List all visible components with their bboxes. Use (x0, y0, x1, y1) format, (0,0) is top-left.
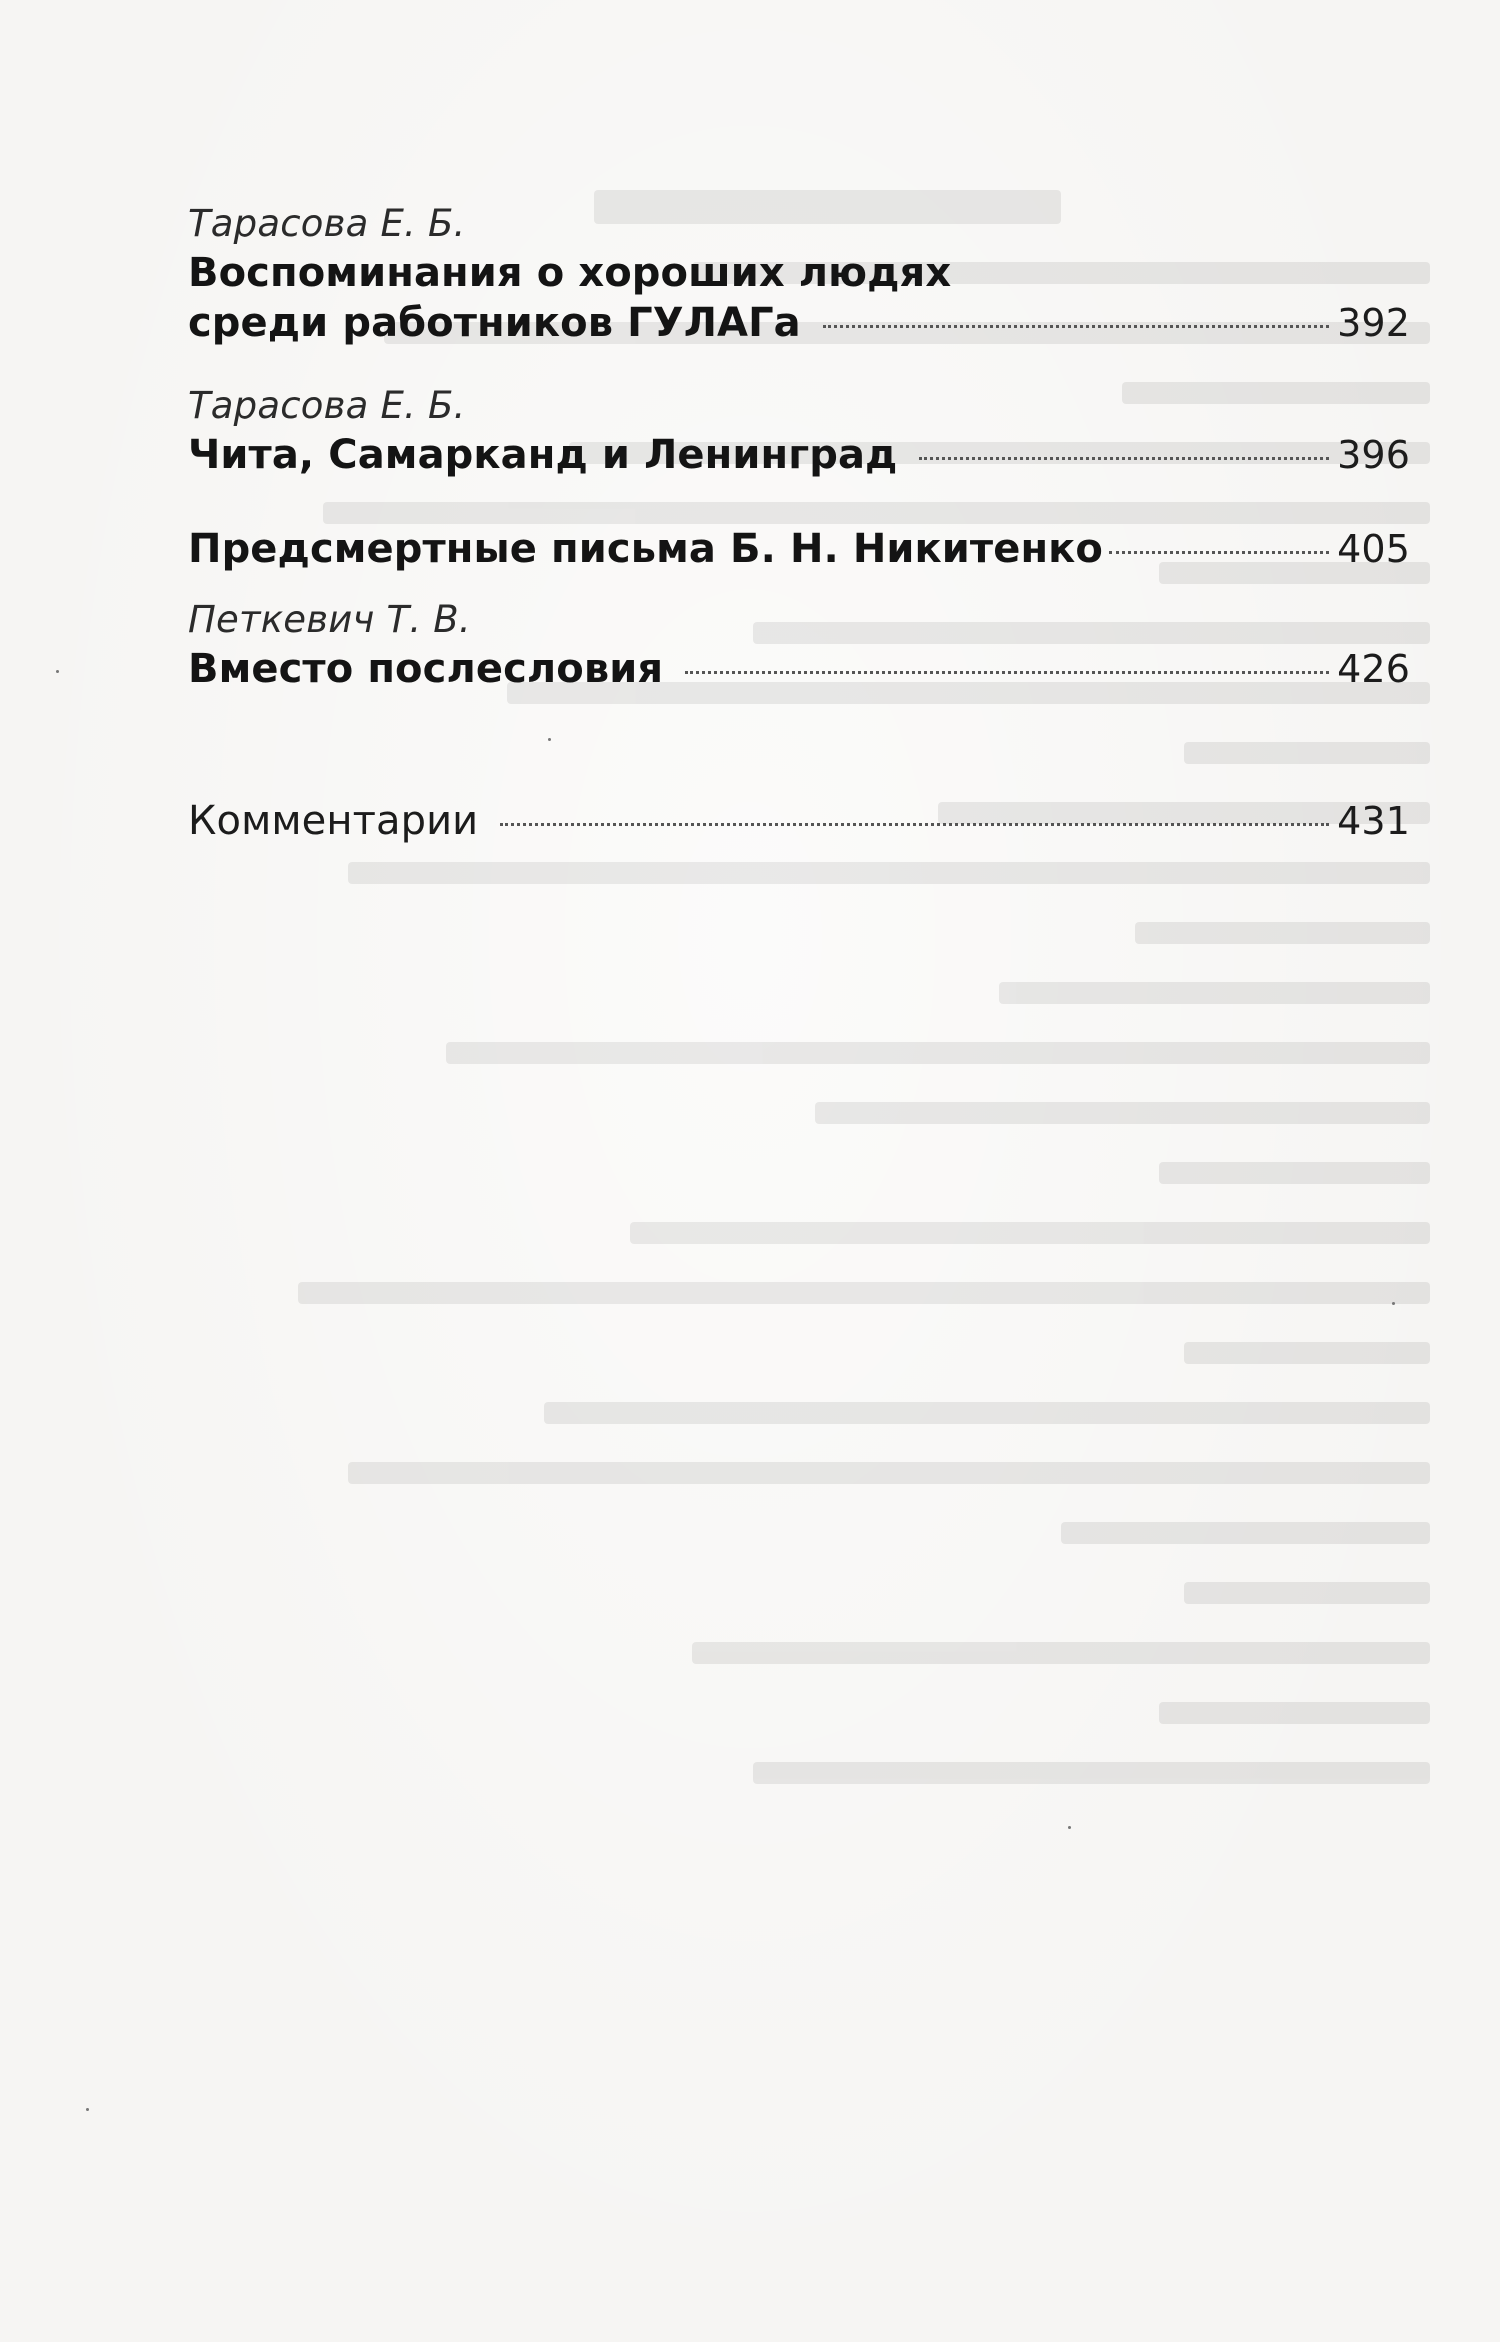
entry-title-row (188, 524, 1410, 574)
entry-author: Тарасова Е. Б. (188, 202, 466, 245)
entry-author: Тарасова Е. Б. (188, 384, 466, 427)
entry-page-number: 426 (1337, 647, 1410, 691)
dot-leader (685, 671, 1329, 674)
entry-title-row (188, 298, 1410, 348)
toc-entry-commentary[interactable] (188, 796, 1410, 846)
dot-leader (919, 457, 1329, 460)
entry-title-line1: Воспоминания о хороших людях (188, 250, 952, 296)
entry-page-number: 405 (1337, 527, 1410, 571)
toc-entry-afterword[interactable] (188, 596, 1410, 694)
toc-entry-memories[interactable] (188, 200, 1410, 348)
entry-author: Петкевич Т. В. (188, 598, 471, 641)
entry-page-number: 431 (1337, 799, 1410, 843)
entry-title-row (188, 644, 1410, 694)
toc-entry-chita[interactable] (188, 382, 1410, 480)
dot-leader (823, 325, 1329, 328)
entry-title-line2: среди работников ГУЛАГа (188, 300, 801, 346)
toc-entry-letters[interactable] (188, 524, 1410, 574)
entry-title: Вместо послесловия (188, 646, 664, 692)
table-of-contents (188, 200, 1410, 846)
entry-title-row (188, 430, 1410, 480)
entry-page-number: 396 (1337, 433, 1410, 477)
entry-page-number: 392 (1337, 301, 1410, 345)
entry-title: Чита, Самарканд и Ленинград (188, 432, 898, 478)
entry-title: Предсмертные письма Б. Н. Никитенко (188, 526, 1104, 572)
dot-leader (500, 823, 1329, 826)
entry-title-row (188, 796, 1410, 846)
dot-leader (1109, 551, 1329, 554)
entry-title: Комментарии (188, 798, 479, 844)
